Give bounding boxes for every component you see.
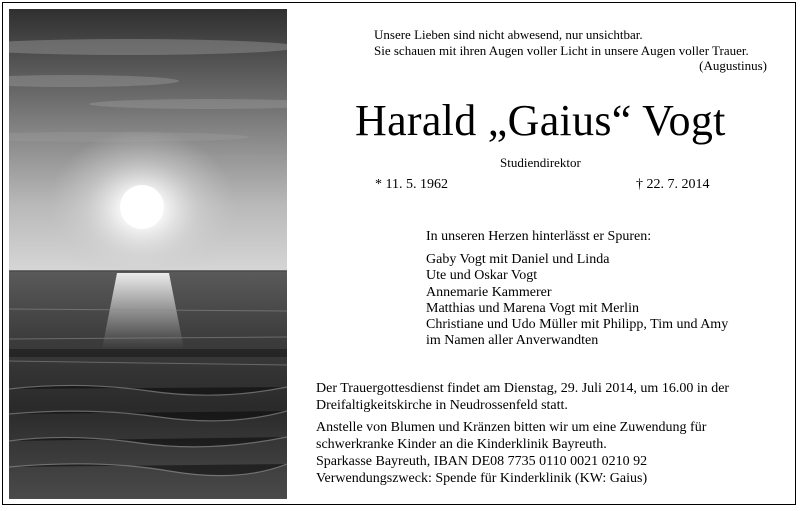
service-line: Der Trauergottesdienst findet am Dienstag, 29. Juli 2014, um 16.00 in der xyxy=(316,381,730,396)
donation-line: schwerkranke Kinder an die Kinderklinik Bayreuth. xyxy=(316,437,607,452)
donation-line: Sparkasse Bayreuth, IBAN DE08 7735 0110 0021 0210 92 xyxy=(316,454,648,469)
service-notice xyxy=(316,380,729,414)
mourner-line: im Namen aller Anverwandten xyxy=(426,333,599,349)
quote-attribution: (Augustinus) xyxy=(699,58,767,73)
mourner-line: Christiane und Udo Müller mit Philipp, Tim und Amy xyxy=(426,317,729,333)
mourner-line: Ute und Oskar Vogt xyxy=(426,268,538,284)
sunset-sea-photo xyxy=(9,9,287,499)
service-line: Dreifaltigkeitskirche in Neudrossenfeld statt. xyxy=(316,398,568,413)
death-date: † 22. 7. 2014 xyxy=(636,177,710,192)
birth-date: * 11. 5. 1962 xyxy=(375,177,448,192)
mourners-intro: In unseren Herzen hinterlässt er Spuren: xyxy=(426,229,652,244)
obituary-card xyxy=(2,2,796,505)
mourners-list xyxy=(426,252,728,350)
deceased-title: Studiendirektor xyxy=(500,155,581,170)
mourner-line: Matthias und Marena Vogt mit Merlin xyxy=(426,300,639,316)
mourner-line: Annemarie Kammerer xyxy=(426,284,552,300)
quote-line: Unsere Lieben sind nicht abwesend, nur unsichtbar. xyxy=(374,27,643,42)
mourner-line: Gaby Vogt mit Daniel und Linda xyxy=(426,252,610,267)
donation-line: Anstelle von Blumen und Kränzen bitten wir um eine Zuwendung für xyxy=(316,420,707,435)
donation-line: Verwendungszweck: Spende für Kinderklinik (KW: Gaius) xyxy=(316,471,648,486)
quote-line: Sie schauen mit ihren Augen voller Licht in unsere Augen voller Trauer. xyxy=(374,43,749,58)
deceased-name: Harald „Gaius“ Vogt xyxy=(355,96,726,145)
donation-notice xyxy=(316,419,706,487)
